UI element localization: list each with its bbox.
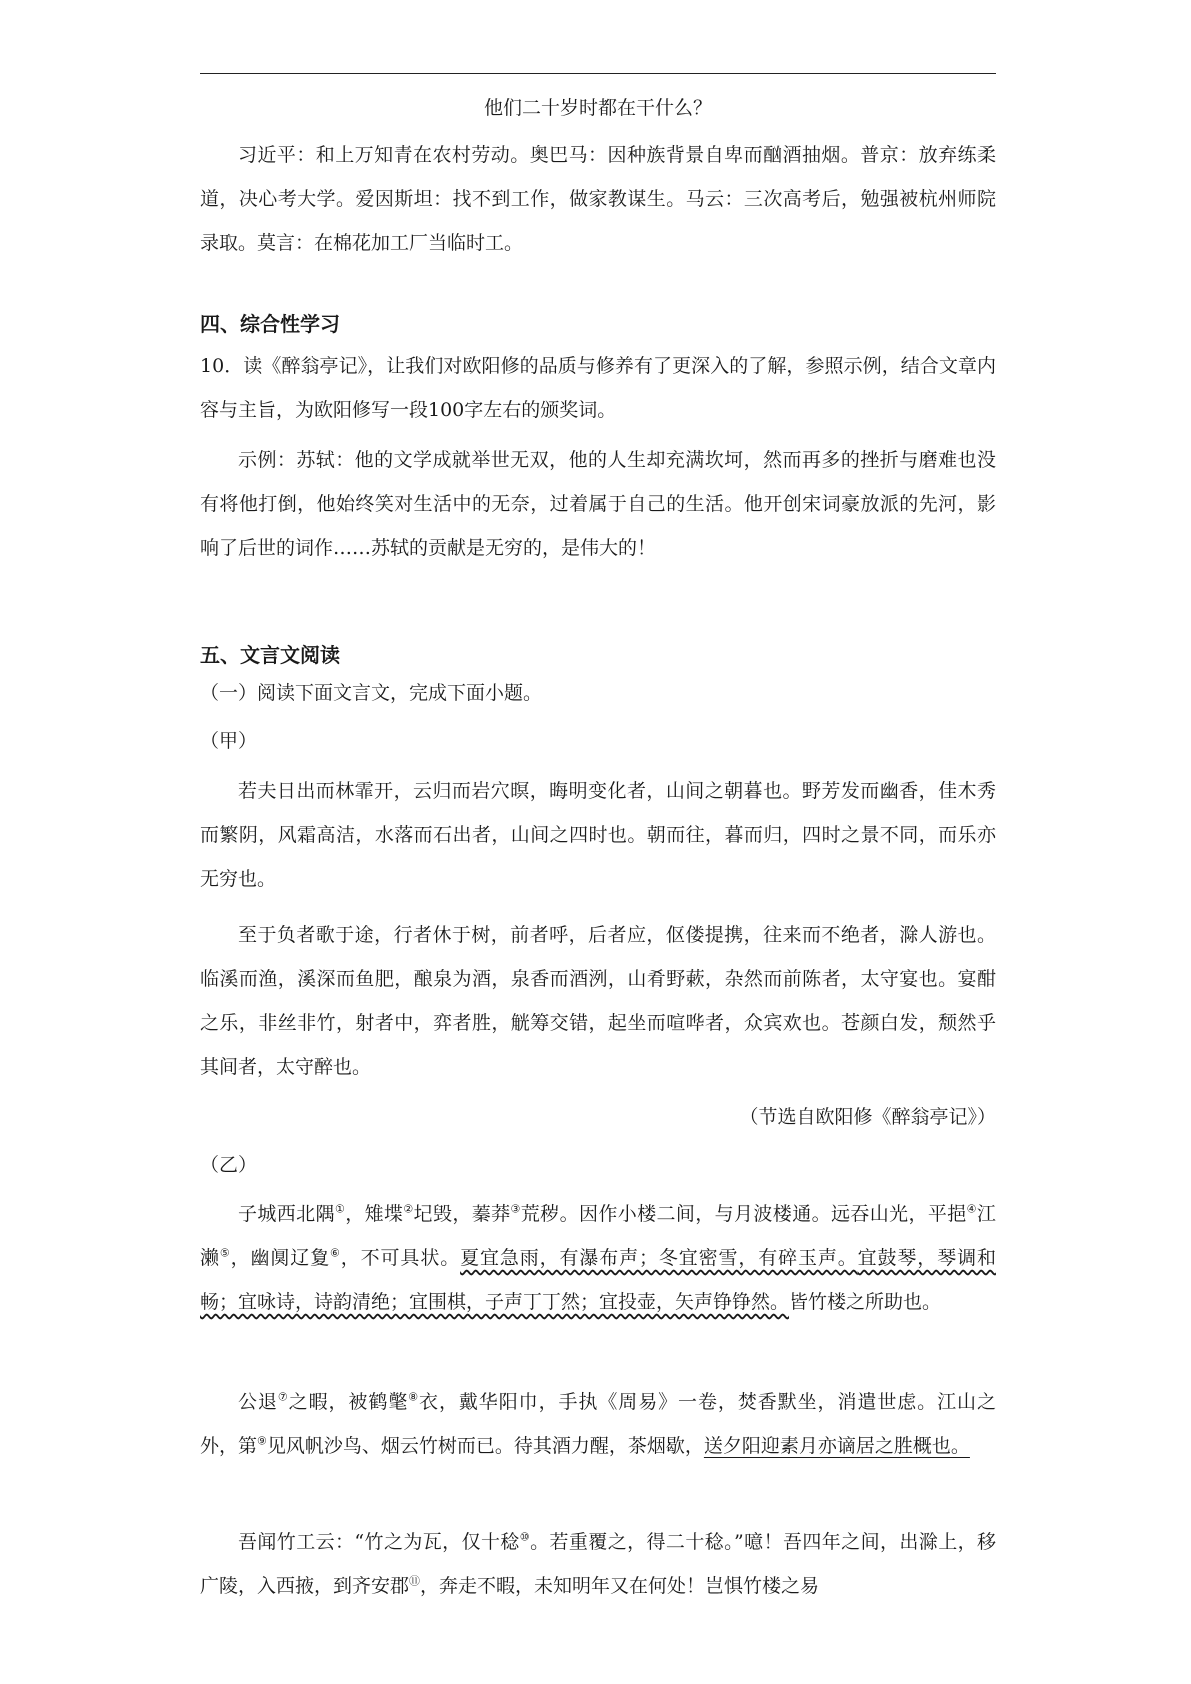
yi-p3-text: 吾闻竹工云：“竹之为瓦，仅十稔 — [238, 1531, 520, 1553]
footnote-marker: ④ — [966, 1202, 977, 1216]
section-4-heading: 四、综合性学习 — [200, 312, 340, 336]
yi-p3-text: 。若重覆之，得二十稔。”噫！吾四年之间，出滁上，移广陵，入西掖，到齐安郡 — [200, 1531, 997, 1597]
footnote-marker: ⑤ — [219, 1246, 231, 1260]
footnote-marker: ⑨ — [257, 1434, 267, 1448]
footnote-marker: ⑩ — [519, 1530, 531, 1544]
yi-p2-text: 之暇，被鹤氅 — [288, 1391, 409, 1413]
wavy-underlined-sentence-1: 夏宜急雨，有瀑布声；冬宜密雪，有碎玉声。 — [460, 1247, 858, 1269]
yi-p1-text: ，不可具状。 — [340, 1247, 461, 1269]
yi-label: （乙） — [200, 1154, 258, 1176]
footnote-marker: ⑪ — [409, 1574, 421, 1588]
section-5-instruction: （一）阅读下面文言文，完成下面小题。 — [200, 682, 543, 704]
jia-label: （甲） — [200, 730, 258, 752]
yi-p2-text: 衣，戴华阳巾，手执《周易》一卷，焚香默坐，消遣世虑。江山之外，第 — [200, 1391, 996, 1457]
footnote-marker: ⑦ — [277, 1390, 289, 1404]
yi-p1-text: 荒秽。因作小楼二间，与月波楼通。远吞山光，平挹 — [520, 1203, 967, 1225]
footnote-marker: ① — [334, 1202, 346, 1216]
question-10: 10．读《醉翁亭记》，让我们对欧阳修的品质与修养有了更深入的了解，参照示例，结合文章内容与主旨，为欧阳修写一段100字左右的颁奖词。 — [200, 355, 996, 421]
footnote-marker: ⑧ — [408, 1390, 420, 1404]
yi-paragraph-2 — [200, 1380, 996, 1468]
yi-p1-text: ，雉堞 — [345, 1203, 404, 1225]
jia-source: （节选自欧阳修《醉翁亭记》） — [739, 1106, 996, 1128]
yi-p1-text: 子城西北隅 — [238, 1203, 335, 1225]
yi-p3-text: ，奔走不暇，未知明年又在何处！岂惧竹楼之易 — [420, 1575, 820, 1597]
yi-p1-text: 圮毁，蓁莽 — [413, 1203, 511, 1225]
yi-paragraph-3 — [200, 1520, 996, 1608]
yi-p2-text: 公退 — [238, 1391, 278, 1413]
wavy-underlined-sentence-2: 宜鼓琴，琴调和畅；宜咏诗，诗韵清绝；宜围棋，子声丁丁然；宜投壶，矢声铮铮然。 — [200, 1247, 996, 1313]
jia-paragraph-2: 至于负者歌于途，行者休于树，前者呼，后者应，伛偻提携，往来而不绝者，滁人游也。临溪而渔，溪深而鱼肥，酿泉为酒，泉香而酒洌，山肴野蔌，杂然而前陈者，太守宴也。宴酣之乐，非丝非竹，射者中，弈者胜，觥筹交错，起坐而喧哗者，众宾欢也。苍颜白发，颓然乎其间者，太守醉也。 — [200, 924, 996, 1078]
footnote-marker: ③ — [510, 1202, 521, 1216]
yi-p1-text: 江濑 — [200, 1203, 996, 1269]
yi-p2-text: 见风帆沙鸟、烟云竹树而已。待其酒力醒，茶烟歇， — [266, 1435, 704, 1457]
jia-paragraph-1: 若夫日出而林霏开，云归而岩穴暝，晦明变化者，山间之朝暮也。野芳发而幽香，佳木秀而繁阴，风霜高洁，水落而石出者，山间之四时也。朝而往，暮而归，四时之景不同，而乐亦无穷也。 — [200, 780, 996, 890]
yi-p1-text: 皆竹楼之所助也。 — [789, 1291, 942, 1313]
footnote-marker: ⑥ — [330, 1246, 341, 1260]
header-rule — [200, 73, 996, 74]
yi-p1-text: ，幽阒辽夐 — [230, 1247, 331, 1269]
underlined-sentence: 送夕阳迎素月亦谪居之胜概也。 — [703, 1435, 970, 1457]
passage-body: 习近平：和上万知青在农村劳动。奥巴马：因种族背景自卑而酗酒抽烟。普京：放弃练柔道，决心考大学。爱因斯坦：找不到工作，做家教谋生。马云：三次高考后，勉强被杭州师院录取。莫言：在棉花加工厂当临时工。 — [200, 144, 996, 254]
footnote-marker: ② — [403, 1202, 414, 1216]
section-5-heading: 五、文言文阅读 — [200, 643, 340, 667]
yi-paragraph-1 — [200, 1192, 996, 1324]
example-text: 示例：苏轼：他的文学成就举世无双，他的人生却充满坎坷，然而再多的挫折与磨难也没有将他打倒，他始终笑对生活中的无奈，过着属于自己的生活。他开创宋词豪放派的先河，影响了后世的词作……苏轼的贡献是无穷的，是伟大的！ — [200, 449, 996, 559]
passage-heading: 他们二十岁时都在干什么？ — [483, 97, 712, 119]
